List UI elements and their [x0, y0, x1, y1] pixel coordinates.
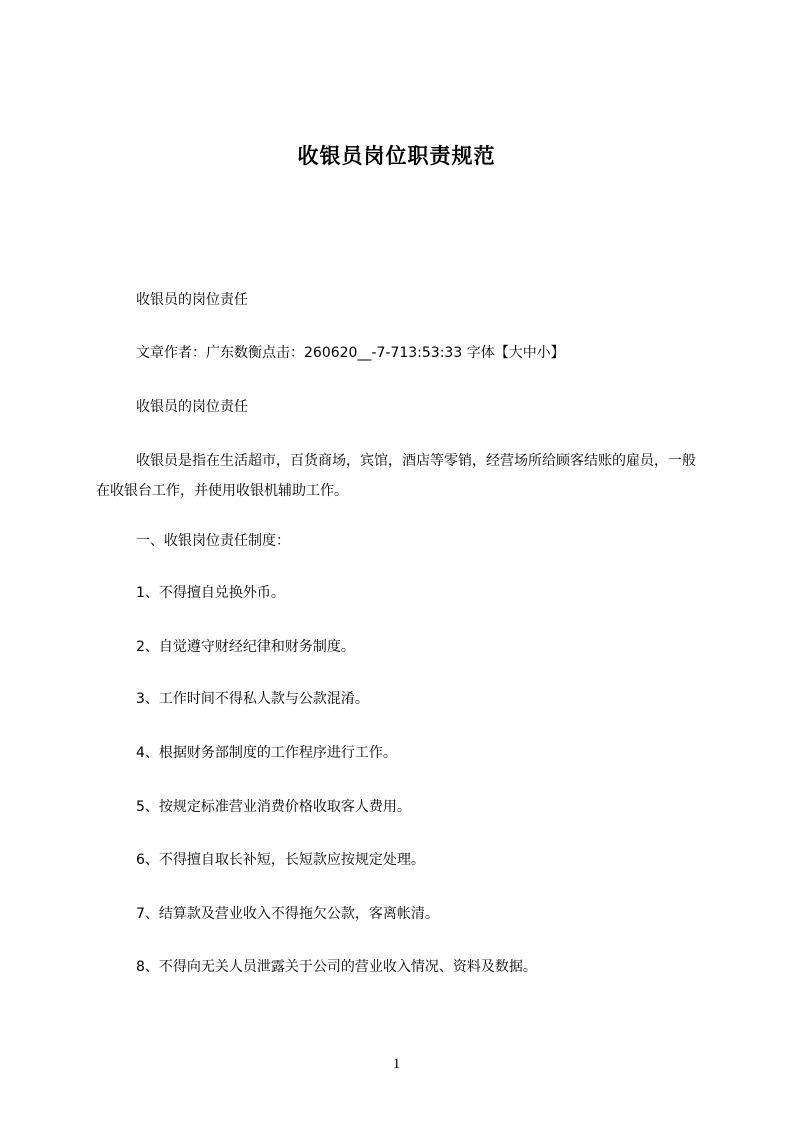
list-heading: 一、收银岗位责任制度： — [136, 533, 290, 549]
section-heading: 收银员的岗位责任 — [136, 399, 248, 415]
list-item: 5、按规定标准营业消费价格收取客人费用。 — [136, 799, 411, 815]
list-item: 1、不得擅自兑换外币。 — [136, 585, 285, 601]
document-title: 收银员岗位职责规范 — [297, 144, 496, 168]
list-item: 7、结算款及营业收入不得拖欠公款，客离帐清。 — [136, 906, 439, 922]
list-item: 3、工作时间不得私人款与公款混淆。 — [136, 691, 369, 707]
article-meta: 文章作者：广东数衡点击：260620__-7-713:53:33 字体【大中小】 — [136, 345, 565, 361]
list-item: 4、根据财务部制度的工作程序进行工作。 — [136, 745, 397, 761]
body-paragraph: 收银员是指在生活超市，百货商场，宾馆，酒店等零销，经营场所给顾客结账的雇员，一般在收银台工作，并使用收银机辅助工作。 — [96, 453, 696, 499]
section-heading: 收银员的岗位责任 — [136, 292, 248, 308]
list-item: 2、自觉遵守财经纪律和财务制度。 — [136, 639, 355, 655]
list-item: 8、不得向无关人员泄露关于公司的营业收入情况、资料及数据。 — [136, 959, 537, 975]
page-number: 1 — [392, 1056, 401, 1072]
list-item: 6、不得擅自取长补短，长短款应按规定处理。 — [136, 852, 425, 868]
